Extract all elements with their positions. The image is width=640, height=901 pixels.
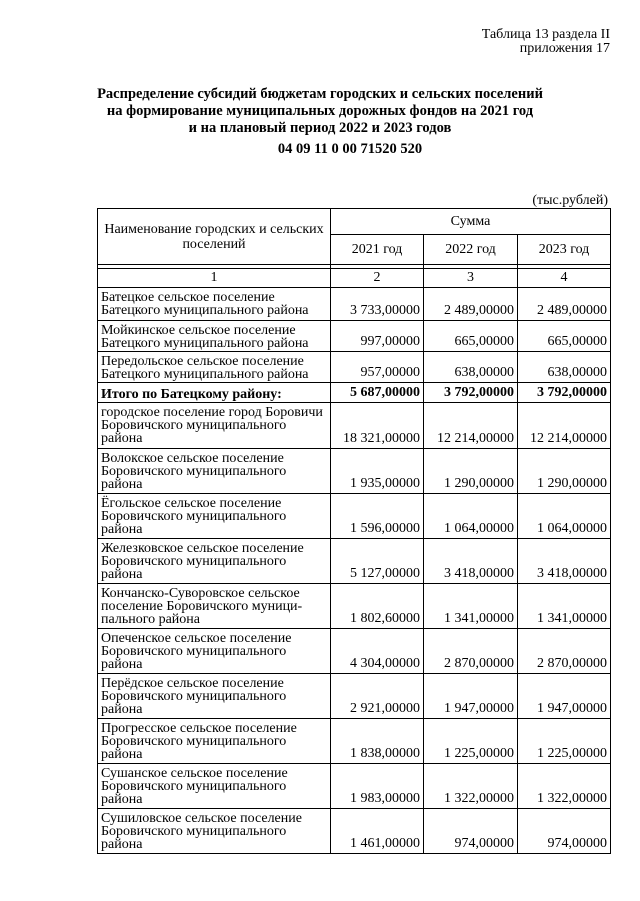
- amount-2023: 2 870,00000: [518, 629, 611, 674]
- amount-2022: 3 418,00000: [424, 539, 518, 584]
- year-header-2021: 2021 год: [331, 235, 424, 265]
- amount-2021: 5 127,00000: [331, 539, 424, 584]
- amount-2023: 3 418,00000: [518, 539, 611, 584]
- amount-2023: 3 792,00000: [518, 383, 611, 403]
- table-caption: [482, 28, 610, 56]
- unit-label: (тыс.рублей): [532, 193, 608, 208]
- amount-2021: 3 733,00000: [331, 288, 424, 321]
- amount-2022: 1 947,00000: [424, 674, 518, 719]
- settlement-name: Кончанско-Суворовское сельское поселение Боровичского муници-пального района: [98, 584, 331, 629]
- table-row: [98, 719, 611, 764]
- amount-2021: 997,00000: [331, 321, 424, 352]
- settlement-name: Сушанское сельское поселение Боровичского муниципального района: [98, 764, 331, 809]
- amount-2021: 1 461,00000: [331, 809, 424, 854]
- amount-2021: 4 304,00000: [331, 629, 424, 674]
- document-title: [0, 86, 640, 137]
- amount-2021: 1 838,00000: [331, 719, 424, 764]
- amount-2022: 1 341,00000: [424, 584, 518, 629]
- settlement-name: Прогресское сельское поселение Боровичского муниципального района: [98, 719, 331, 764]
- amount-2022: 12 214,00000: [424, 403, 518, 449]
- index-cell: 1: [98, 269, 331, 288]
- amount-2021: 1 802,60000: [331, 584, 424, 629]
- table-row: [98, 449, 611, 494]
- index-cell: 3: [424, 269, 518, 288]
- col-name-header: Наименование городских и сельских поселений: [98, 209, 331, 265]
- table-row: [98, 539, 611, 584]
- settlement-name: Волокское сельское поселение Боровичского муниципального района: [98, 449, 331, 494]
- amount-2023: 1 290,00000: [518, 449, 611, 494]
- amount-2022: 974,00000: [424, 809, 518, 854]
- index-row: [98, 269, 611, 288]
- amount-2021: 2 921,00000: [331, 674, 424, 719]
- table-row: [98, 352, 611, 383]
- settlement-name: Мойкинское сельское поселение Батецкого муниципального района: [98, 321, 331, 352]
- amount-2022: 2 870,00000: [424, 629, 518, 674]
- settlement-name: Железковское сельское поселение Боровичского муниципального района: [98, 539, 331, 584]
- settlement-name: Перёдское сельское поселение Боровичского муниципального района: [98, 674, 331, 719]
- table-row: [98, 674, 611, 719]
- index-cell: 4: [518, 269, 611, 288]
- amount-2022: 665,00000: [424, 321, 518, 352]
- caption-line-1: Таблица 13 раздела II: [481, 27, 610, 42]
- amount-2023: 1 341,00000: [518, 584, 611, 629]
- table-row: [98, 584, 611, 629]
- settlement-name: Батецкое сельское поселение Батецкого муниципального района: [98, 288, 331, 321]
- budget-code: 04 09 11 0 00 71520 520: [277, 141, 423, 157]
- total-label: Итого по Батецкому району:: [98, 383, 331, 403]
- amount-2022: 3 792,00000: [424, 383, 518, 403]
- total-row: [98, 383, 611, 403]
- amount-2021: 18 321,00000: [331, 403, 424, 449]
- amount-2022: 2 489,00000: [424, 288, 518, 321]
- amount-2023: 1 225,00000: [518, 719, 611, 764]
- amount-2023: 1 322,00000: [518, 764, 611, 809]
- amount-2021: 957,00000: [331, 352, 424, 383]
- amount-2022: 1 225,00000: [424, 719, 518, 764]
- amount-2021: 1 935,00000: [331, 449, 424, 494]
- table-row: [98, 494, 611, 539]
- settlement-name: Ёгольское сельское поселение Боровичского муниципального района: [98, 494, 331, 539]
- table-row: [98, 321, 611, 352]
- index-cell: 2: [331, 269, 424, 288]
- amount-2021: 1 983,00000: [331, 764, 424, 809]
- title-line-1: Распределение субсидий бюджетам городских и сельских поселений: [97, 86, 543, 102]
- settlement-name: Опеченское сельское поселение Боровичского муниципального района: [98, 629, 331, 674]
- amount-2023: 1 064,00000: [518, 494, 611, 539]
- table-row: [98, 288, 611, 321]
- sum-header: Сумма: [331, 209, 611, 235]
- amount-2023: 12 214,00000: [518, 403, 611, 449]
- settlement-name: городское поселение город Боровичи Боровичского муниципального района: [98, 403, 331, 449]
- amount-2023: 665,00000: [518, 321, 611, 352]
- amount-2022: 1 322,00000: [424, 764, 518, 809]
- amount-2023: 2 489,00000: [518, 288, 611, 321]
- table-row: [98, 403, 611, 449]
- settlement-name: Передольское сельское поселение Батецкого муниципального района: [98, 352, 331, 383]
- caption-line-2: приложения 17: [519, 41, 610, 56]
- amount-2022: 638,00000: [424, 352, 518, 383]
- year-header-2022: 2022 год: [424, 235, 518, 265]
- amount-2021: 5 687,00000: [331, 383, 424, 403]
- table-row: [98, 629, 611, 674]
- table-row: [98, 809, 611, 854]
- title-line-3: и на плановый период 2022 и 2023 годов: [188, 120, 452, 136]
- subsidy-table: [97, 208, 611, 854]
- amount-2022: 1 064,00000: [424, 494, 518, 539]
- title-line-2: на формирование муниципальных дорожных фондов на 2021 год: [106, 103, 534, 119]
- amount-2023: 1 947,00000: [518, 674, 611, 719]
- amount-2022: 1 290,00000: [424, 449, 518, 494]
- amount-2023: 638,00000: [518, 352, 611, 383]
- year-header-2023: 2023 год: [518, 235, 611, 265]
- table-row: [98, 764, 611, 809]
- settlement-name: Сушиловское сельское поселение Боровичского муниципального района: [98, 809, 331, 854]
- amount-2023: 974,00000: [518, 809, 611, 854]
- amount-2021: 1 596,00000: [331, 494, 424, 539]
